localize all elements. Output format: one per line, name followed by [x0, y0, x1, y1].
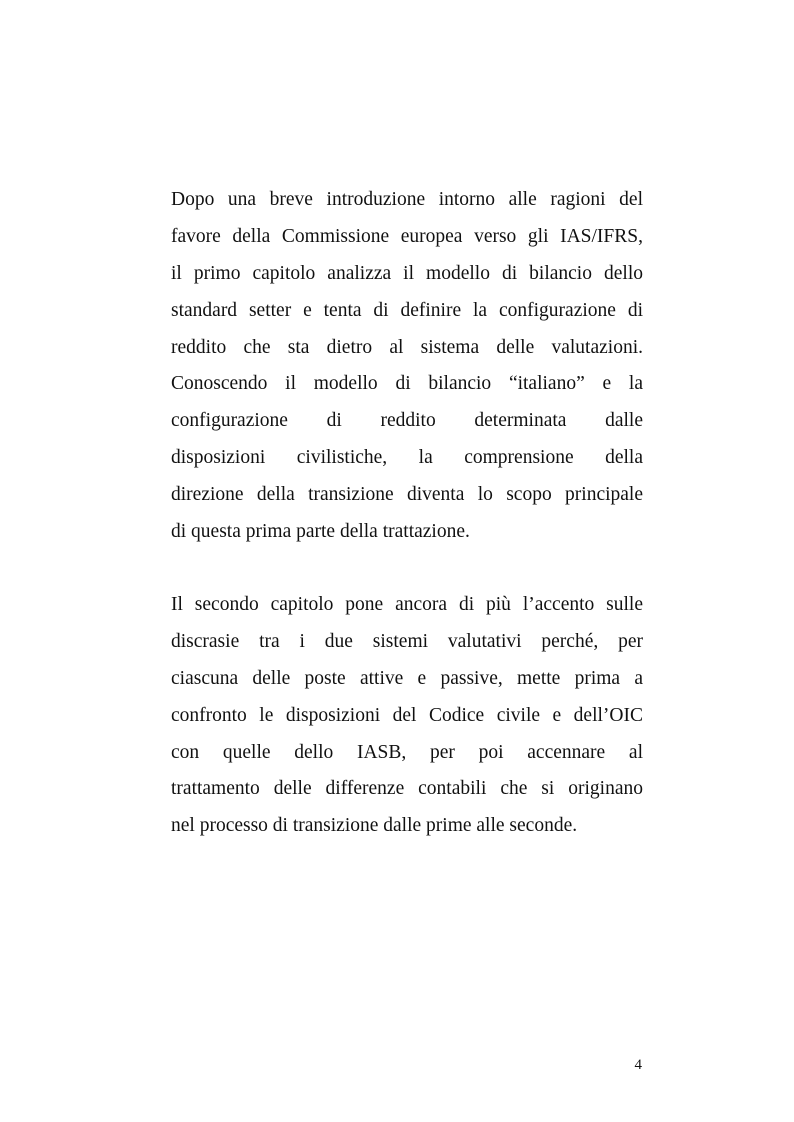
paragraph-line: favore della Commissione europea verso gli IAS/IFRS,	[171, 225, 643, 247]
page-number: 4	[634, 1057, 642, 1073]
paragraph-2	[171, 587, 643, 845]
paragraph-line: Dopo una breve introduzione intorno alle ragioni del	[171, 189, 643, 210]
paragraph-line: reddito che sta dietro al sistema delle valutazioni.	[171, 336, 643, 358]
paragraph-line: Conoscendo il modello di bilancio “italiano” e la	[171, 373, 643, 395]
paragraph-line: configurazione di reddito determinata dalle	[171, 410, 643, 432]
paragraph-line: trattamento delle differenze contabili che si originano	[171, 778, 643, 800]
paragraph-line: Il secondo capitolo pone ancora di più l’accento sulle	[171, 594, 643, 615]
paragraph-line: nel processo di transizione dalle prime alle seconde.	[171, 815, 578, 837]
paragraph-line: direzione della transizione diventa lo scopo principale	[171, 484, 643, 506]
paragraph-line: di questa prima parte della trattazione.	[171, 521, 470, 543]
paragraph-1	[171, 182, 643, 551]
paragraph-line: con quelle dello IASB, per poi accennare al	[171, 741, 643, 763]
paragraph-line: disposizioni civilistiche, la comprensione della	[171, 447, 643, 469]
paragraph-line: discrasie tra i due sistemi valutativi perché, per	[171, 630, 643, 652]
paragraph-line: il primo capitolo analizza il modello di bilancio dello	[171, 262, 643, 284]
paragraph-line: ciascuna delle poste attive e passive, mette prima a	[171, 667, 643, 689]
paragraph-line: confronto le disposizioni del Codice civile e dell’OIC	[171, 704, 643, 726]
paragraph-line: standard setter e tenta di definire la configurazione di	[171, 299, 643, 321]
